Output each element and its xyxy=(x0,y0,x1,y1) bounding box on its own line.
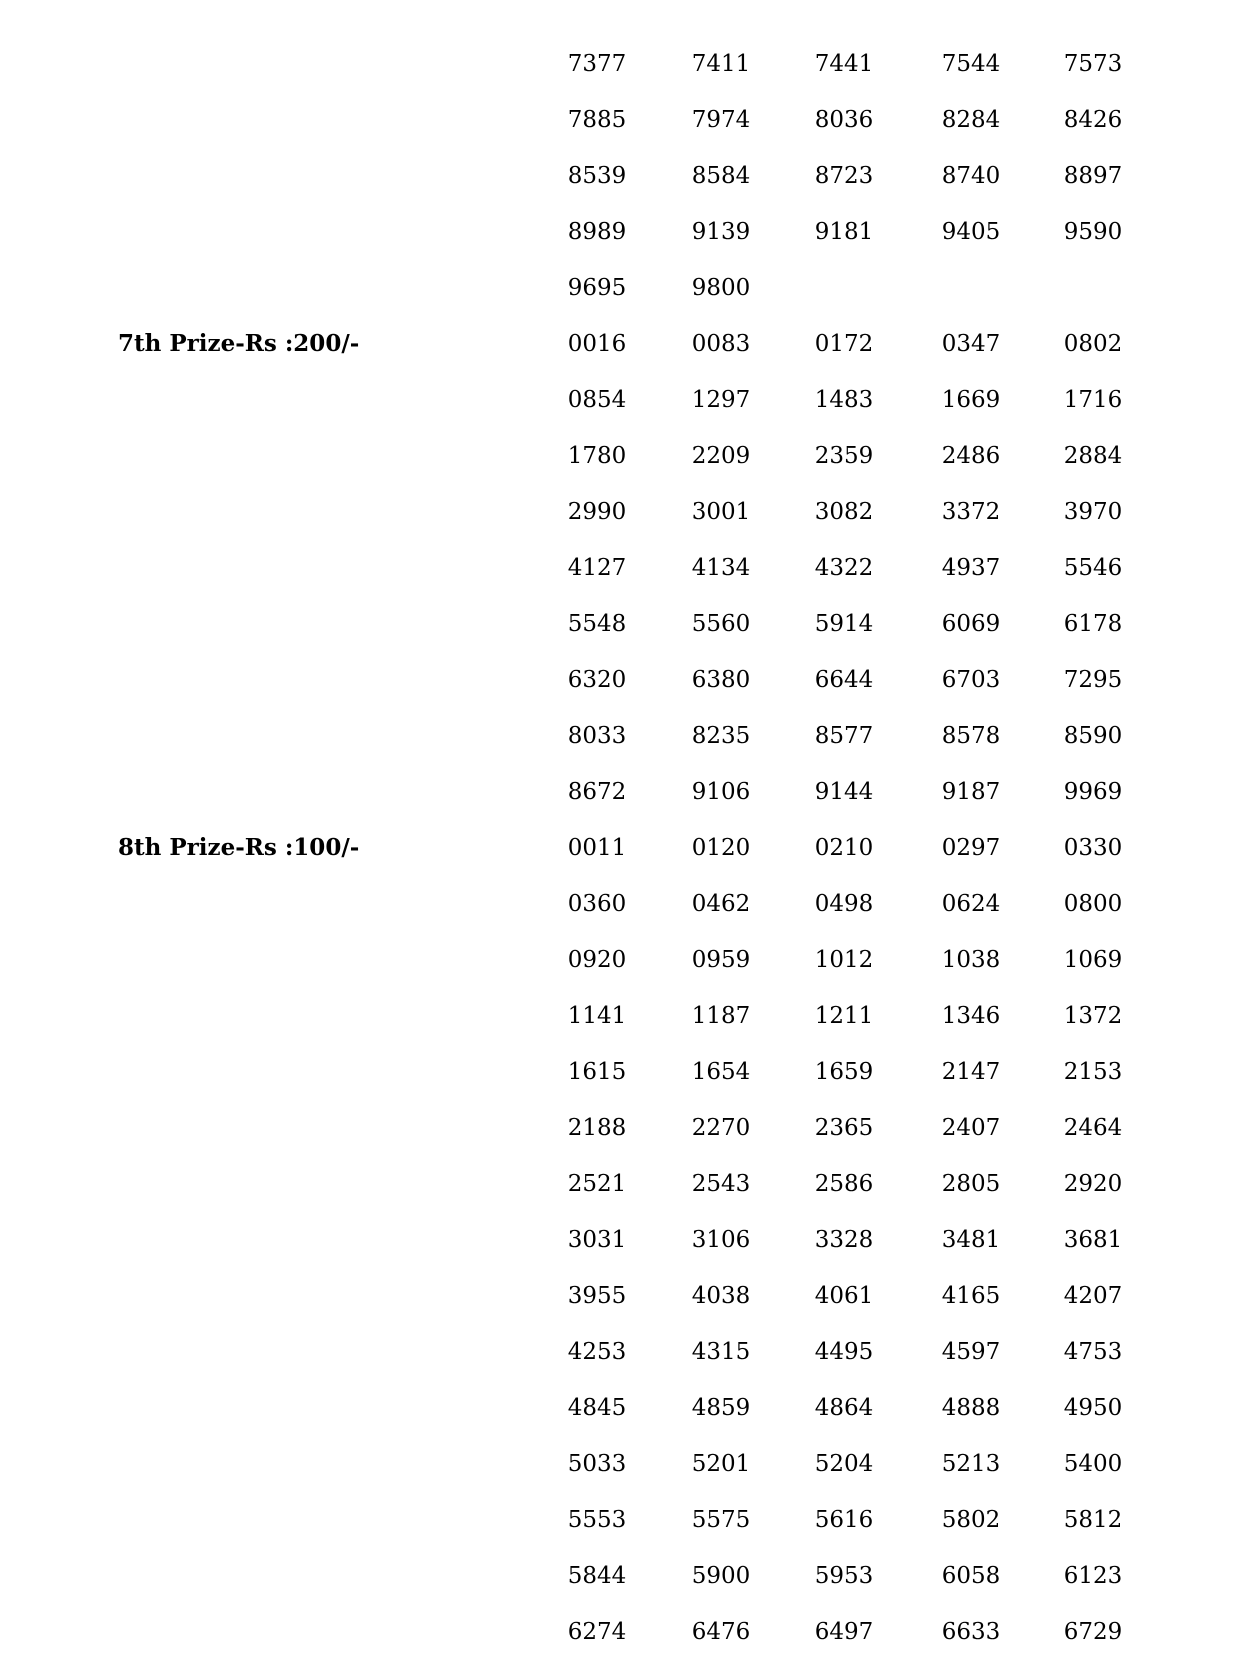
winning-number: 8578 xyxy=(941,723,1001,749)
winning-number: 1346 xyxy=(941,1003,1001,1029)
winning-number: 8426 xyxy=(1063,107,1123,133)
winning-number: 0011 xyxy=(567,835,627,861)
number-row xyxy=(0,204,1237,260)
winning-number: 0920 xyxy=(567,947,627,973)
winning-number: 7295 xyxy=(1063,667,1123,693)
number-row xyxy=(0,1268,1237,1324)
number-row xyxy=(0,708,1237,764)
winning-number: 2805 xyxy=(941,1171,1001,1197)
number-row xyxy=(0,372,1237,428)
winning-number: 9695 xyxy=(567,275,627,301)
winning-number: 5914 xyxy=(814,611,874,637)
winning-number: 3328 xyxy=(814,1227,874,1253)
number-row xyxy=(0,1044,1237,1100)
winning-number: 4937 xyxy=(941,555,1001,581)
number-row xyxy=(0,484,1237,540)
winning-number: 3970 xyxy=(1063,499,1123,525)
winning-number: 8897 xyxy=(1063,163,1123,189)
winning-number: 7573 xyxy=(1063,51,1123,77)
winning-number: 4950 xyxy=(1063,1395,1123,1421)
winning-number: 6380 xyxy=(691,667,751,693)
winning-number: 5553 xyxy=(567,1507,627,1533)
winning-number: 8989 xyxy=(567,219,627,245)
winning-number: 4597 xyxy=(941,1339,1001,1365)
winning-number: 8584 xyxy=(691,163,751,189)
number-row xyxy=(0,148,1237,204)
winning-number: 4165 xyxy=(941,1283,1001,1309)
winning-number: 3106 xyxy=(691,1227,751,1253)
winning-number: 2188 xyxy=(567,1115,627,1141)
winning-number: 1372 xyxy=(1063,1003,1123,1029)
winning-number: 9181 xyxy=(814,219,874,245)
winning-number: 9187 xyxy=(941,779,1001,805)
winning-number: 9800 xyxy=(691,275,751,301)
prize-section xyxy=(0,316,1237,820)
winning-number: 7885 xyxy=(567,107,627,133)
winning-number: 4888 xyxy=(941,1395,1001,1421)
winning-number: 0462 xyxy=(691,891,751,917)
winning-number: 6497 xyxy=(814,1619,874,1645)
winning-number: 3082 xyxy=(814,499,874,525)
winning-number: 1187 xyxy=(691,1003,751,1029)
winning-number: 2884 xyxy=(1063,443,1123,469)
number-row xyxy=(0,316,1237,372)
winning-number: 0172 xyxy=(814,331,874,357)
winning-number: 4253 xyxy=(567,1339,627,1365)
winning-number: 3031 xyxy=(567,1227,627,1253)
winning-number: 4845 xyxy=(567,1395,627,1421)
number-row xyxy=(0,596,1237,652)
winning-number: 2521 xyxy=(567,1171,627,1197)
winning-number: 4864 xyxy=(814,1395,874,1421)
winning-number: 6703 xyxy=(941,667,1001,693)
winning-number: 7377 xyxy=(567,51,627,77)
winning-number: 1669 xyxy=(941,387,1001,413)
winning-number: 1012 xyxy=(814,947,874,973)
winning-number: 8539 xyxy=(567,163,627,189)
winning-number: 1069 xyxy=(1063,947,1123,973)
winning-number: 2920 xyxy=(1063,1171,1123,1197)
winning-number: 6729 xyxy=(1063,1619,1123,1645)
prize-heading: 7th Prize-Rs :200/- xyxy=(118,330,360,357)
winning-number: 1716 xyxy=(1063,387,1123,413)
winning-number: 0083 xyxy=(691,331,751,357)
winning-number: 5400 xyxy=(1063,1451,1123,1477)
winning-number: 5033 xyxy=(567,1451,627,1477)
winning-number: 3681 xyxy=(1063,1227,1123,1253)
winning-number: 8033 xyxy=(567,723,627,749)
winning-number: 4061 xyxy=(814,1283,874,1309)
winning-number: 7974 xyxy=(691,107,751,133)
winning-number: 0800 xyxy=(1063,891,1123,917)
winning-number: 5546 xyxy=(1063,555,1123,581)
winning-number: 0016 xyxy=(567,331,627,357)
winning-number: 9590 xyxy=(1063,219,1123,245)
prize-heading: 8th Prize-Rs :100/- xyxy=(118,834,360,861)
winning-number: 8723 xyxy=(814,163,874,189)
winning-number: 0624 xyxy=(941,891,1001,917)
winning-number: 8577 xyxy=(814,723,874,749)
winning-number: 4322 xyxy=(814,555,874,581)
winning-number: 5213 xyxy=(941,1451,1001,1477)
winning-number: 9969 xyxy=(1063,779,1123,805)
winning-number: 3955 xyxy=(567,1283,627,1309)
number-row xyxy=(0,1324,1237,1380)
number-row xyxy=(0,1212,1237,1268)
winning-number: 1297 xyxy=(691,387,751,413)
winning-number: 5575 xyxy=(691,1507,751,1533)
winning-number: 2486 xyxy=(941,443,1001,469)
winning-number: 5201 xyxy=(691,1451,751,1477)
winning-number: 0120 xyxy=(691,835,751,861)
winning-number: 0802 xyxy=(1063,331,1123,357)
winning-number: 6476 xyxy=(691,1619,751,1645)
number-row xyxy=(0,428,1237,484)
winning-number: 3001 xyxy=(691,499,751,525)
winning-number: 8672 xyxy=(567,779,627,805)
winning-number: 1780 xyxy=(567,443,627,469)
winning-number: 5900 xyxy=(691,1563,751,1589)
winning-number: 8284 xyxy=(941,107,1001,133)
winning-number: 1615 xyxy=(567,1059,627,1085)
winning-number: 5953 xyxy=(814,1563,874,1589)
winning-number: 6058 xyxy=(941,1563,1001,1589)
winning-number: 1654 xyxy=(691,1059,751,1085)
winning-number: 5802 xyxy=(941,1507,1001,1533)
winning-number: 6320 xyxy=(567,667,627,693)
winning-number: 1483 xyxy=(814,387,874,413)
winning-number: 4859 xyxy=(691,1395,751,1421)
winning-number: 9144 xyxy=(814,779,874,805)
number-row xyxy=(0,260,1237,316)
winning-number: 2365 xyxy=(814,1115,874,1141)
winning-number: 6178 xyxy=(1063,611,1123,637)
number-row xyxy=(0,876,1237,932)
winning-number: 8740 xyxy=(941,163,1001,189)
number-row xyxy=(0,92,1237,148)
winning-number: 5548 xyxy=(567,611,627,637)
winning-number: 4134 xyxy=(691,555,751,581)
number-row xyxy=(0,1492,1237,1548)
winning-number: 4127 xyxy=(567,555,627,581)
winning-number: 2209 xyxy=(691,443,751,469)
prize-section-continued xyxy=(0,36,1237,316)
winning-number: 2990 xyxy=(567,499,627,525)
number-row xyxy=(0,1380,1237,1436)
number-row xyxy=(0,764,1237,820)
winning-number: 6274 xyxy=(567,1619,627,1645)
winning-number: 4207 xyxy=(1063,1283,1123,1309)
winning-number: 2586 xyxy=(814,1171,874,1197)
winning-number: 6123 xyxy=(1063,1563,1123,1589)
number-row xyxy=(0,36,1237,92)
number-row xyxy=(0,988,1237,1044)
winning-number: 2359 xyxy=(814,443,874,469)
winning-number: 5204 xyxy=(814,1451,874,1477)
winning-number: 5616 xyxy=(814,1507,874,1533)
winning-number: 1659 xyxy=(814,1059,874,1085)
winning-number: 9106 xyxy=(691,779,751,805)
winning-number: 3372 xyxy=(941,499,1001,525)
winning-number: 6069 xyxy=(941,611,1001,637)
winning-number: 1211 xyxy=(814,1003,874,1029)
winning-number: 7411 xyxy=(691,51,751,77)
winning-number: 6633 xyxy=(941,1619,1001,1645)
winning-number: 5812 xyxy=(1063,1507,1123,1533)
number-row xyxy=(0,932,1237,988)
winning-number: 4495 xyxy=(814,1339,874,1365)
winning-number: 1038 xyxy=(941,947,1001,973)
winning-number: 4038 xyxy=(691,1283,751,1309)
number-row xyxy=(0,1156,1237,1212)
winning-number: 4315 xyxy=(691,1339,751,1365)
number-row xyxy=(0,1548,1237,1604)
winning-number: 9139 xyxy=(691,219,751,245)
prize-section xyxy=(0,820,1237,1660)
winning-number: 3481 xyxy=(941,1227,1001,1253)
winning-number: 2464 xyxy=(1063,1115,1123,1141)
number-row xyxy=(0,540,1237,596)
winning-number: 6644 xyxy=(814,667,874,693)
winning-number: 8235 xyxy=(691,723,751,749)
winning-number: 0854 xyxy=(567,387,627,413)
winning-number: 5560 xyxy=(691,611,751,637)
winning-number: 1141 xyxy=(567,1003,627,1029)
winning-number: 0297 xyxy=(941,835,1001,861)
winning-number: 0210 xyxy=(814,835,874,861)
winning-number: 8036 xyxy=(814,107,874,133)
winning-number: 0959 xyxy=(691,947,751,973)
number-row xyxy=(0,820,1237,876)
winning-number: 7544 xyxy=(941,51,1001,77)
winning-number: 2407 xyxy=(941,1115,1001,1141)
winning-number: 2270 xyxy=(691,1115,751,1141)
winning-number: 9405 xyxy=(941,219,1001,245)
number-row xyxy=(0,652,1237,708)
winning-number: 2153 xyxy=(1063,1059,1123,1085)
winning-number: 5844 xyxy=(567,1563,627,1589)
winning-number: 2147 xyxy=(941,1059,1001,1085)
number-row xyxy=(0,1100,1237,1156)
winning-number: 7441 xyxy=(814,51,874,77)
winning-number: 0330 xyxy=(1063,835,1123,861)
winning-number: 2543 xyxy=(691,1171,751,1197)
winning-number: 0498 xyxy=(814,891,874,917)
number-row xyxy=(0,1436,1237,1492)
winning-number: 0347 xyxy=(941,331,1001,357)
number-row xyxy=(0,1604,1237,1660)
winning-number: 8590 xyxy=(1063,723,1123,749)
winning-number: 4753 xyxy=(1063,1339,1123,1365)
winning-number: 0360 xyxy=(567,891,627,917)
